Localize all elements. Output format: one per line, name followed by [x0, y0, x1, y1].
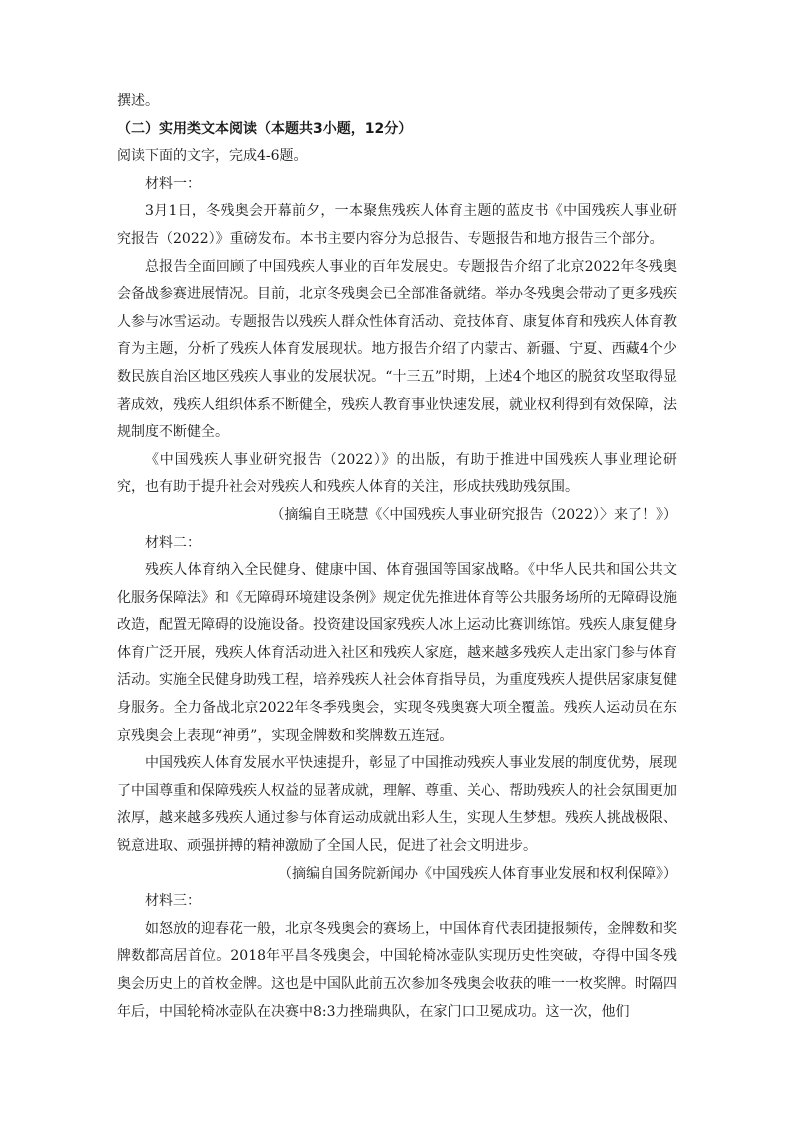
- material-1-paragraph-1: 3月1日，冬残奥会开幕前夕，一本聚焦残疾人体育主题的蓝皮书《中国残疾人事业研究报告（2022）》重磅发布。本书主要内容分为总报告、专题报告和地方报告三个部分。: [117, 203, 677, 247]
- document-page: [117, 88, 677, 1026]
- section-heading: （二）实用类文本阅读（本题共3小题，12分）: [117, 120, 413, 137]
- material-1-paragraph-2: 总报告全面回顾了中国残疾人事业的百年发展史。专题报告介绍了北京2022年冬残奥会备战参赛进展情况。目前，北京冬残奥会已全部准备就绪。举办冬残奥会带动了更多残疾人参与冰雪运动。专题报告以残疾人群众性体育活动、竞技体育、康复体育和残疾人体育教育为主题，分析了残疾人体育发展现状。地方报告介绍了内蒙古、新疆、宁夏、西藏4个少数民族自治区地区残疾人事业的发展状况。“十三五”时期，上述4个地区的脱贫攻坚取得显著成效，残疾人组织体系不断健全，残疾人教育事业快速发展，就业权利得到有效保障，法规制度不断健全。: [117, 258, 677, 441]
- material-2-paragraph-2: 中国残疾人体育发展水平快速提升，彰显了中国推动残疾人事业发展的制度优势，展现了中国尊重和保障残疾人权益的显著成就，理解、尊重、关心、帮助残疾人的社会氛围更加浓厚，越来越多残疾人通过参与体育运动成就出彩人生，实现人生梦想。残疾人挑战极限、锐意进取、顽强拼搏的精神激励了全国人民，促进了社会文明进步。: [117, 755, 677, 855]
- material-1-label: 材料一：: [145, 175, 201, 192]
- material-3-paragraph-1: 如怒放的迎春花一般，北京冬残奥会的赛场上，中国体育代表团捷报频传，金牌数和奖牌数都高居首位。2018年平昌冬残奥会，中国轮椅冰壶队实现历史性突破，夺得中国冬残奥会历史上的首枚金牌。这也是中国队此前五次参加冬残奥会收获的唯一一枚奖牌。时隔四年后，中国轮椅冰壶队在决赛中8:3力挫瑞典队，在家门口卫冕成功。这一次，他们: [117, 920, 677, 1020]
- lead-line: 撰述。: [117, 93, 159, 109]
- material-1-paragraph-3: 《中国残疾人事业研究报告（2022）》的出版，有助于推进中国残疾人事业理论研究，也有助于提升社会对残疾人和残疾人体育的关注，形成扶残助残氛围。: [117, 451, 677, 496]
- material-1-source: （摘编自王晓慧《〈中国残疾人事业研究报告（2022）〉来了！》）: [270, 506, 677, 523]
- material-3-label: 材料三：: [145, 893, 201, 910]
- instruction-text: 阅读下面的文字，完成4-6题。: [117, 148, 308, 165]
- material-2-source: （摘编自国务院新闻办《中国残疾人体育事业发展和权利保障》）: [278, 865, 677, 882]
- material-2-paragraph-1: 残疾人体育纳入全民健身、健康中国、体育强国等国家战略。《中华人民共和国公共文化服务保障法》和《无障碍环境建设条例》规定优先推进体育等公共服务场所的无障碍设施改造，配置无障碍的设施设备。投资建设国家残疾人冰上运动比赛训练馆。残疾人康复健身体育广泛开展，残疾人体育活动进入社区和残疾人家庭，越来越多残疾人走出家门参与体育活动。实施全民健身助残工程，培养残疾人社会体育指导员，为重度残疾人提供居家康复健身服务。全力备战北京2022年冬季残奥会，实现冬残奥赛大项全覆盖。残疾人运动员在东京残奥会上表现“神勇”，实现金牌数和奖牌数五连冠。: [117, 562, 677, 744]
- material-2-label: 材料二：: [145, 534, 201, 551]
